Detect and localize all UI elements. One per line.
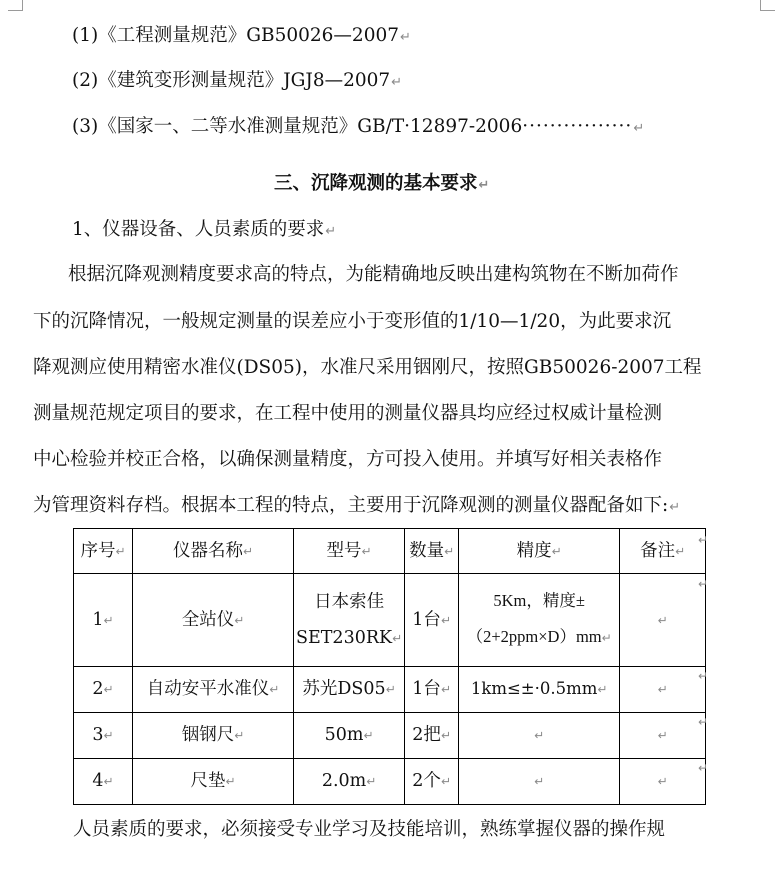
header-cell-no: 序号↵	[74, 529, 133, 574]
row-end-mark-icon: ↵	[698, 715, 709, 729]
cell-note: ↵	[620, 574, 706, 667]
row-end-mark-icon: ↵	[698, 533, 709, 547]
cell-name: 铟钢尺↵	[133, 713, 294, 759]
cell-model: 2.0m↵	[294, 759, 405, 805]
cell-precision: 1km≤±·0.5mm↵	[459, 667, 620, 713]
cell-note: ↵	[620, 759, 706, 805]
cell-qty: 2把↵	[405, 713, 459, 759]
paragraph-mark-icon: ↵	[478, 178, 490, 193]
cell-no: 4↵	[74, 759, 133, 805]
cell-qty: 2个↵	[405, 759, 459, 805]
header-cell-note: 备注↵	[620, 529, 706, 574]
row-end-mark-icon: ↵	[698, 761, 709, 775]
body-line-4: 测量规范规定项目的要求，在工程中使用的测量仪器具均应经过权威计量检测	[33, 403, 663, 424]
cell-no: 2↵	[74, 667, 133, 713]
paragraph-mark-icon: ↵	[669, 500, 681, 515]
paragraph-mark-icon: ↵	[633, 121, 645, 136]
cell-name: 全站仪↵	[133, 574, 294, 667]
cell-qty: 1台↵	[405, 667, 459, 713]
cell-note: ↵	[620, 667, 706, 713]
header-cell-precision: 精度↵	[459, 529, 620, 574]
table-row	[74, 713, 706, 759]
page-corner-mark-right	[760, 0, 775, 11]
instrument-table	[73, 528, 709, 805]
reference-3: (3)《国家一、二等水准测量规范》GB/T·12897-2006················↵	[72, 116, 645, 137]
cell-qty: 1台↵	[405, 574, 459, 667]
table-header-row	[74, 529, 706, 574]
cell-precision: ↵	[459, 759, 620, 805]
header-cell-qty: 数量↵	[405, 529, 459, 574]
cell-name: 尺垫↵	[133, 759, 294, 805]
subsection-heading: 1、仪器设备、人员素质的要求↵	[72, 219, 337, 240]
cell-no: 1↵	[74, 574, 133, 667]
cell-model: 苏光DS05↵	[294, 667, 405, 713]
paragraph-mark-icon: ↵	[400, 30, 411, 45]
body-line-5: 中心检验并校正合格，以确保测量精度，方可投入使用。并填写好相关表格作	[33, 449, 663, 470]
header-cell-model: 型号↵	[294, 529, 405, 574]
trailing-dots: ················	[522, 116, 633, 137]
row-end-mark-icon: ↵	[698, 669, 709, 683]
reference-2: (2)《建筑变形测量规范》JGJ8—2007↵	[72, 70, 403, 91]
cell-precision: ↵	[459, 713, 620, 759]
paragraph-mark-icon: ↵	[391, 75, 403, 90]
body-line-1: 根据沉降观测精度要求高的特点，为能精确地反映出建构筑物在不断加荷作	[68, 264, 679, 285]
body-line-2: 下的沉降情况，一般规定测量的误差应小于变形值的1/10—1/20，为此要求沉	[33, 311, 672, 332]
paragraph-mark-icon: ↵	[325, 224, 337, 239]
reference-1: (1)《工程测量规范》GB50026—2007↵	[72, 25, 411, 46]
table-row	[74, 667, 706, 713]
header-cell-name: 仪器名称↵	[133, 529, 294, 574]
table-row	[74, 574, 706, 667]
page-corner-mark-left	[8, 0, 23, 11]
cell-no: 3↵	[74, 713, 133, 759]
cell-name: 自动安平水准仪↵	[133, 667, 294, 713]
cell-precision: 5Km，精度± （2+2ppm×D）mm↵	[459, 574, 620, 667]
body-line-6: 为管理资料存档。根据本工程的特点，主要用于沉降观测的测量仪器配备如下:↵	[33, 495, 681, 516]
cell-note: ↵	[620, 713, 706, 759]
body-line-3: 降观测应使用精密水准仪(DS05)，水准尺采用铟刚尺，按照GB50026-2007工程	[33, 357, 702, 378]
cell-model: 日本索佳 SET230RK↵	[294, 574, 405, 667]
row-end-mark-icon: ↵	[698, 577, 709, 591]
cell-model: 50m↵	[294, 713, 405, 759]
table-row	[74, 759, 706, 805]
section-heading: 三、沉降观测的基本要求↵	[274, 173, 490, 194]
closing-line: 人员素质的要求，必须接受专业学习及技能培训，熟练掌握仪器的操作规	[73, 819, 666, 840]
